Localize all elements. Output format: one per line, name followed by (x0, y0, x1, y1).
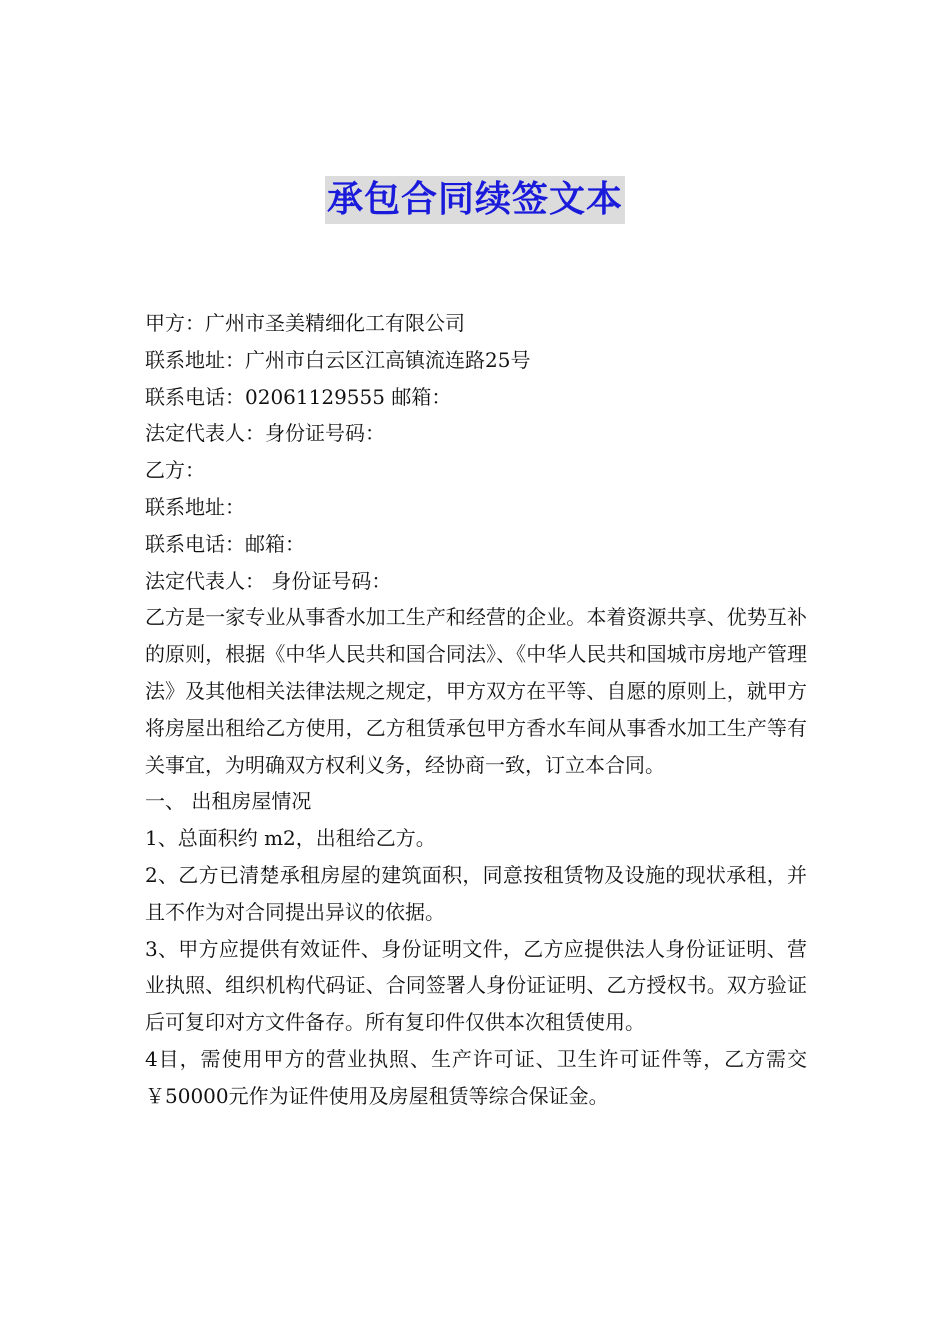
clause-3: 3、甲方应提供有效证件、身份证明文件，乙方应提供法人身份证证明、营业执照、组织机构代码证、合同签署人身份证证明、乙方授权书。双方验证后可复印对方文件备存。所有复印件仅供本次租赁使用。 (145, 936, 807, 1035)
title-container (0, 176, 950, 224)
preamble-paragraph: 乙方是一家专业从事香水加工生产和经营的企业。本着资源共享、优势互补的原则，根据《中华人民共和国合同法》、《中华人民共和国城市房地产管理法》及其他相关法律法规之规定，甲方双方在平等、自愿的原则上，就甲方将房屋出租给乙方使用，乙方租赁承包甲方香水车间从事香水加工生产等有关事宜，为明确双方权利义务，经协商一致，订立本合同。 (145, 605, 807, 777)
party-b-representative: 法定代表人： 身份证号码： (145, 568, 392, 593)
clause-1: 1、总面积约 m2，出租给乙方。 (145, 826, 436, 851)
document-body (145, 305, 807, 1115)
party-a-name: 甲方：广州市圣美精细化工有限公司 (145, 311, 465, 335)
section-heading: 一、 出租房屋情况 (145, 789, 312, 814)
clause-4: 4目，需使用甲方的营业执照、生产许可证、卫生许可证件等，乙方需交￥50000元作为证件使用及房屋租赁等综合保证金。 (145, 1046, 807, 1108)
party-b-address: 联系地址： (145, 494, 245, 519)
party-a-phone-email: 联系电话：02061129555 邮箱： (145, 384, 452, 409)
document-title: 承包合同续签文本 (325, 176, 625, 224)
clause-2: 2、乙方已清楚承租房屋的建筑面积，同意按租赁物及设施的现状承租，并且不作为对合同提出异议的依据。 (145, 862, 807, 924)
party-b-phone-email: 联系电话：邮箱： (145, 531, 305, 556)
party-a-representative: 法定代表人：身份证号码： (145, 421, 385, 446)
party-b-name: 乙方： (145, 458, 205, 483)
party-a-address: 联系地址：广州市白云区江高镇流连路25号 (145, 347, 531, 372)
